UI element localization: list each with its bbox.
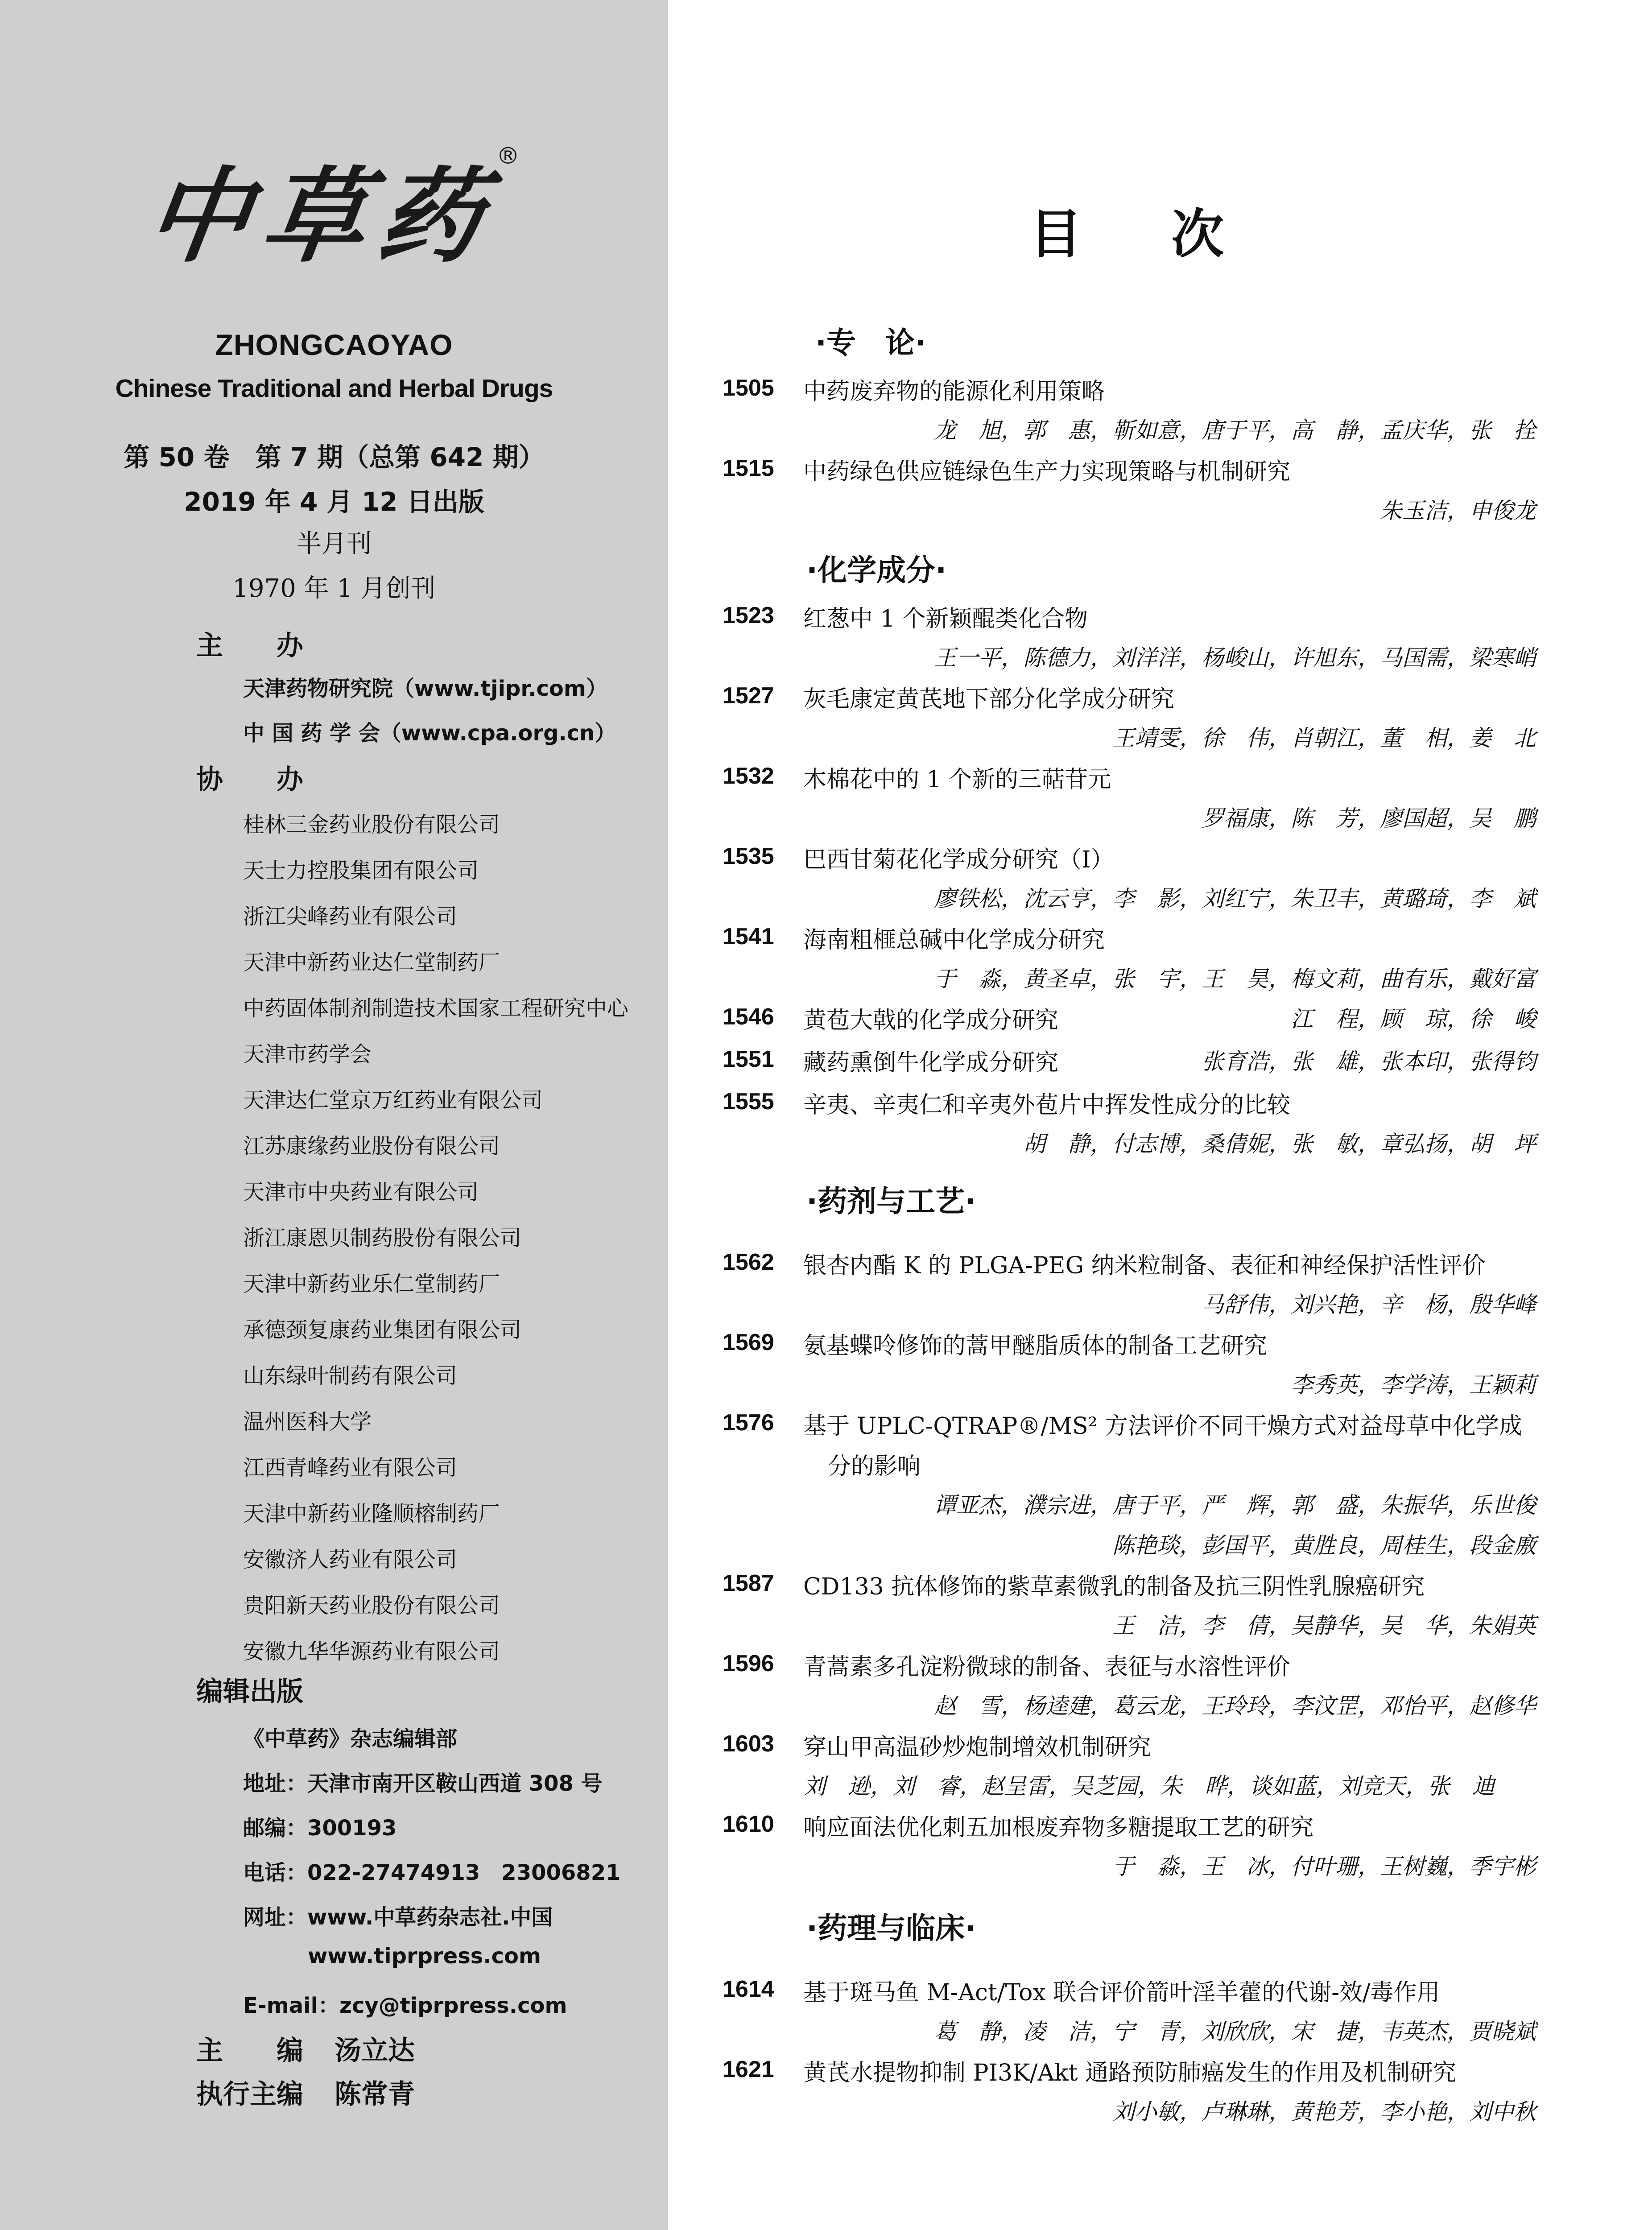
publisher-website-2: www.tiprpress.com — [308, 1944, 541, 1969]
co-sponsor-item: 承德颈复康药业集团有限公司 — [243, 1317, 522, 1342]
article-title[interactable]: 银杏内酯 K 的 PLGA-PEG 纳米粒制备、表征和神经保护活性评价 — [803, 1252, 1486, 1279]
publication-date: 2019 年 4 月 12 日出版 — [184, 487, 484, 517]
article-authors: 赵 雪，杨逵建，葛云龙，王玲玲，李汶罡，邓怡平，赵修华 — [934, 1693, 1536, 1719]
article-authors: 罗福康，陈 芳，廖国超，吴 鹏 — [1202, 805, 1536, 831]
article-title[interactable]: 木棉花中的 1 个新的三萜苷元 — [803, 766, 1111, 793]
article-page: 1621 — [723, 2057, 774, 2082]
co-sponsor-item: 天士力控股集团有限公司 — [243, 858, 479, 883]
section-heading: ·药理与临床· — [806, 1911, 976, 1945]
section-heading: ·化学成分· — [806, 553, 947, 587]
article-page: 1523 — [723, 603, 774, 628]
article-page: 1562 — [723, 1249, 774, 1275]
article-authors: 刘小敏，卢琳琳，黄艳芳，李小艳，刘中秋 — [1112, 2099, 1536, 2125]
journal-subtitle-en: Chinese Traditional and Herbal Drugs — [115, 374, 553, 403]
co-sponsor-item: 天津中新药业乐仁堂制药厂 — [243, 1272, 500, 1297]
co-sponsor-item: 天津中新药业隆顺榕制药厂 — [243, 1501, 500, 1526]
table-of-contents — [668, 0, 1652, 2230]
publisher-postcode: 邮编：300193 — [243, 1816, 397, 1841]
masthead-sidebar — [0, 0, 668, 2230]
article-page: 1532 — [723, 763, 774, 789]
section-heading: ·专 论· — [815, 326, 926, 360]
article-page: 1596 — [723, 1651, 774, 1677]
article-title[interactable]: 青蒿素多孔淀粉微球的制备、表征与水溶性评价 — [803, 1654, 1291, 1681]
executive-editor-label: 执行主编 — [196, 2079, 303, 2110]
article-title[interactable]: 海南粗榧总碱中化学成分研究 — [803, 927, 1105, 954]
article-authors: 胡 静，付志博，桑倩妮，张 敏，章弘扬，胡 坪 — [1023, 1131, 1536, 1157]
article-authors: 朱玉洁，申俊龙 — [1380, 498, 1536, 524]
journal-name-en: ZHONGCAOYAO — [215, 328, 453, 361]
publisher-website: 网址：www.中草药杂志社.中国 — [243, 1905, 553, 1930]
article-page: 1587 — [723, 1570, 774, 1596]
article-page: 1555 — [723, 1089, 774, 1115]
publisher-phone: 电话：022-27474913 23006821 — [243, 1860, 621, 1885]
co-sponsor-item: 天津中新药业达仁堂制药厂 — [243, 950, 500, 975]
editorial-dept: 《中草药》杂志编辑部 — [243, 1726, 458, 1751]
logo-text: 中草药 — [139, 156, 504, 277]
article-page: 1541 — [723, 924, 774, 950]
article-page: 1535 — [723, 843, 774, 869]
article-authors: 王一平，陈德力，刘洋洋，杨峻山，许旭东，马国需，梁寒峭 — [934, 645, 1536, 671]
executive-editor-name: 陈常青 — [335, 2079, 415, 2110]
article-page: 1551 — [723, 1046, 774, 1072]
article-page: 1505 — [723, 375, 774, 401]
co-sponsor-item: 贵阳新天药业股份有限公司 — [243, 1593, 500, 1618]
co-sponsor-item: 中药固体制剂制造技术国家工程研究中心 — [243, 996, 629, 1021]
article-authors: 马舒伟，刘兴艳，辛 杨，殷华峰 — [1202, 1292, 1536, 1317]
article-authors: 张育浩，张 雄，张本印，张得钧 — [1202, 1049, 1536, 1074]
article-title[interactable]: 灰毛康定黄芪地下部分化学成分研究 — [803, 686, 1175, 713]
article-authors: 李秀英，李学涛，王颖莉 — [1291, 1372, 1536, 1398]
article-title[interactable]: 响应面法优化刺五加根废弃物多糖提取工艺的研究 — [803, 1814, 1314, 1841]
article-authors: 王 洁，李 倩，吴静华，吴 华，朱娟英 — [1112, 1613, 1536, 1639]
article-title[interactable]: 中药废弃物的能源化利用策略 — [803, 378, 1105, 405]
co-sponsor-item: 浙江尖峰药业有限公司 — [243, 904, 458, 929]
article-page: 1515 — [723, 455, 774, 481]
section-heading: ·药剂与工艺· — [806, 1184, 976, 1218]
article-page: 1569 — [723, 1330, 774, 1355]
sponsor-heading: 主 办 — [196, 630, 303, 661]
co-sponsor-item: 江西青峰药业有限公司 — [243, 1455, 458, 1480]
article-authors: 陈艳琰，彭国平，黄胜良，周桂生，段金廒 — [1112, 1532, 1536, 1558]
issue-info: 第 50 卷 第 7 期（总第 642 期） — [124, 442, 545, 472]
co-sponsor-item: 桂林三金药业股份有限公司 — [243, 812, 500, 837]
article-authors: 于 淼，黄圣卓，张 宇，王 昊，梅文莉，曲有乐，戴好富 — [934, 966, 1536, 992]
article-title[interactable]: 藏药熏倒牛化学成分研究 — [803, 1049, 1059, 1076]
co-sponsor-item: 安徽九华华源药业有限公司 — [243, 1639, 500, 1664]
co-sponsor-item: 浙江康恩贝制药股份有限公司 — [243, 1226, 522, 1251]
article-authors: 江 程，顾 琼，徐 峻 — [1291, 1006, 1536, 1032]
article-title[interactable]: 基于 UPLC-QTRAP®/MS² 方法评价不同干燥方式对益母草中化学成 — [803, 1413, 1523, 1440]
co-sponsor-item: 天津达仁堂京万红药业有限公司 — [243, 1088, 543, 1113]
article-page: 1576 — [723, 1410, 774, 1436]
chief-editor-label: 主 编 — [196, 2035, 303, 2066]
co-sponsor-item: 山东绿叶制药有限公司 — [243, 1363, 458, 1388]
co-sponsor-item: 温州医科大学 — [243, 1409, 372, 1434]
article-title[interactable]: 辛夷、辛夷仁和辛夷外苞片中挥发性成分的比较 — [803, 1092, 1291, 1119]
co-sponsor-item: 安徽济人药业有限公司 — [243, 1547, 458, 1572]
article-title[interactable]: 基于斑马鱼 M-Act/Tox 联合评价箭叶淫羊藿的代谢-效/毒作用 — [803, 1979, 1440, 2006]
article-title-continued[interactable]: 分的影响 — [828, 1453, 921, 1480]
co-sponsor-item: 天津市药学会 — [243, 1042, 372, 1067]
registered-mark: ® — [496, 143, 520, 169]
article-authors: 王靖雯，徐 伟，肖朝江，董 相，姜 北 — [1112, 725, 1536, 751]
article-title[interactable]: 黄苞大戟的化学成分研究 — [803, 1007, 1059, 1034]
article-title[interactable]: CD133 抗体修饰的紫草素微乳的制备及抗三阴性乳腺癌研究 — [803, 1573, 1425, 1600]
article-authors: 于 淼，王 冰，付叶珊，王树巍，季宇彬 — [1112, 1854, 1536, 1879]
co-sponsor-heading: 协 办 — [196, 764, 303, 795]
article-page: 1610 — [723, 1811, 774, 1837]
article-page: 1614 — [723, 1976, 774, 2002]
publisher-heading: 编辑出版 — [196, 1676, 303, 1707]
article-authors: 刘 逊，刘 睿，赵呈雷，吴芝园，朱 晔，谈如蓝，刘竞天，张 迪 — [803, 1773, 1495, 1799]
article-authors: 龙 旭，郭 惠，靳如意，唐于平，高 静，孟庆华，张 拴 — [934, 417, 1536, 443]
sponsor-item: 中 国 药 学 会（www.cpa.org.cn） — [243, 721, 616, 746]
journal-logo — [0, 134, 668, 281]
article-page: 1546 — [723, 1004, 774, 1030]
co-sponsor-item: 天津市中央药业有限公司 — [243, 1180, 479, 1205]
toc-title: 目次 — [1029, 203, 1313, 265]
chief-editor-name: 汤立达 — [335, 2035, 415, 2066]
founded-date: 1970 年 1 月创刊 — [232, 574, 436, 603]
article-title[interactable]: 氨基蝶呤修饰的蒿甲醚脂质体的制备工艺研究 — [803, 1333, 1268, 1359]
article-title[interactable]: 巴西甘菊花化学成分研究（I） — [803, 847, 1114, 873]
article-title[interactable]: 红葱中 1 个新颖醌类化合物 — [803, 606, 1088, 632]
article-authors: 谭亚杰，濮宗进，唐于平，严 辉，郭 盛，朱振华，乐世俊 — [934, 1492, 1536, 1518]
publication-frequency: 半月刊 — [297, 529, 372, 558]
co-sponsor-item: 江苏康缘药业股份有限公司 — [243, 1134, 500, 1159]
article-title[interactable]: 黄芪水提物抑制 PI3K/Akt 通路预防肺癌发生的作用及机制研究 — [803, 2060, 1456, 2086]
publisher-address: 地址：天津市南开区鞍山西道 308 号 — [243, 1771, 603, 1796]
article-authors: 廖铁松，沈云亨，李 影，刘红宁，朱卫丰，黄璐琦，李 斌 — [934, 886, 1536, 912]
article-page: 1603 — [723, 1731, 774, 1757]
article-page: 1527 — [723, 683, 774, 709]
sponsor-item: 天津药物研究院（www.tjipr.com） — [243, 676, 607, 701]
article-title[interactable]: 穿山甲高温砂炒炮制增效机制研究 — [803, 1734, 1152, 1761]
article-title[interactable]: 中药绿色供应链绿色生产力实现策略与机制研究 — [803, 458, 1291, 485]
article-authors: 葛 静，凌 洁，宁 青，刘欣欣，宋 捷，韦英杰，贾晓斌 — [934, 2019, 1536, 2044]
publisher-email: E-mail：zcy@tiprpress.com — [243, 1993, 567, 2018]
